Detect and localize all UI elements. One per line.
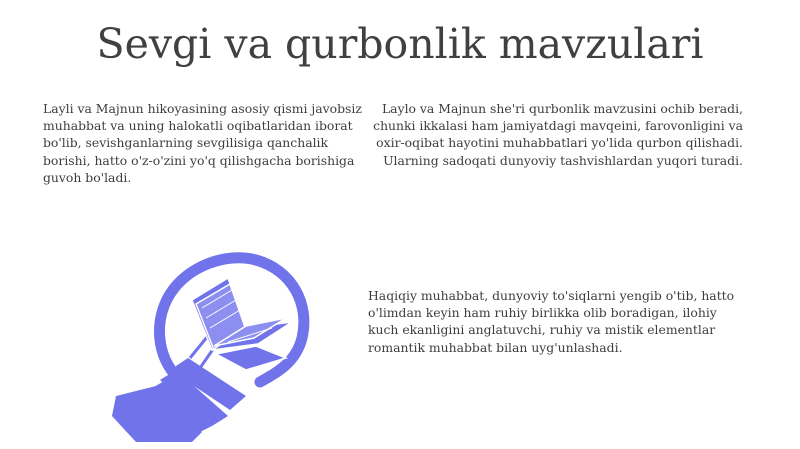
paragraph-sacrifice: Laylo va Majnun she'ri qurbonlik mavzusini ochib beradi, chunki ikkalasi ham jamiyatdagi mavqeini, farovonligini va oxir-oqibat hayotini muhabbatlari yo'lida qurbon qilishadi. Ularning sadoqati dunyoviy tashvishlardan yuqori turadi. bbox=[373, 101, 743, 168]
paragraph-unrequited-love: Layli va Majnun hikoyasining asosiy qismi javobsiz muhabbat va uning halokatli oqibatlaridan iborat bo'lib, sevishganlarning sevgilisiga qanchalik borishi, hatto o'z-o'zini yo'q qilishgacha borishiga guvoh bo'ladi. bbox=[43, 101, 362, 185]
lightbulb-with-book-icon bbox=[96, 246, 316, 446]
paragraph-true-love: Haqiqiy muhabbat, dunyoviy to'siqlarni yengib o'tib, hatto o'limdan keyin ham ruhiy birlikka olib boradigan, ilohiy kuch ekanligini anglatuvchi, ruhiy va mistik elementlar romantik muhabbat bilan uyg'unlashadi. bbox=[368, 288, 735, 355]
slide-title: Sevgi va qurbonlik mavzulari bbox=[96, 20, 704, 68]
